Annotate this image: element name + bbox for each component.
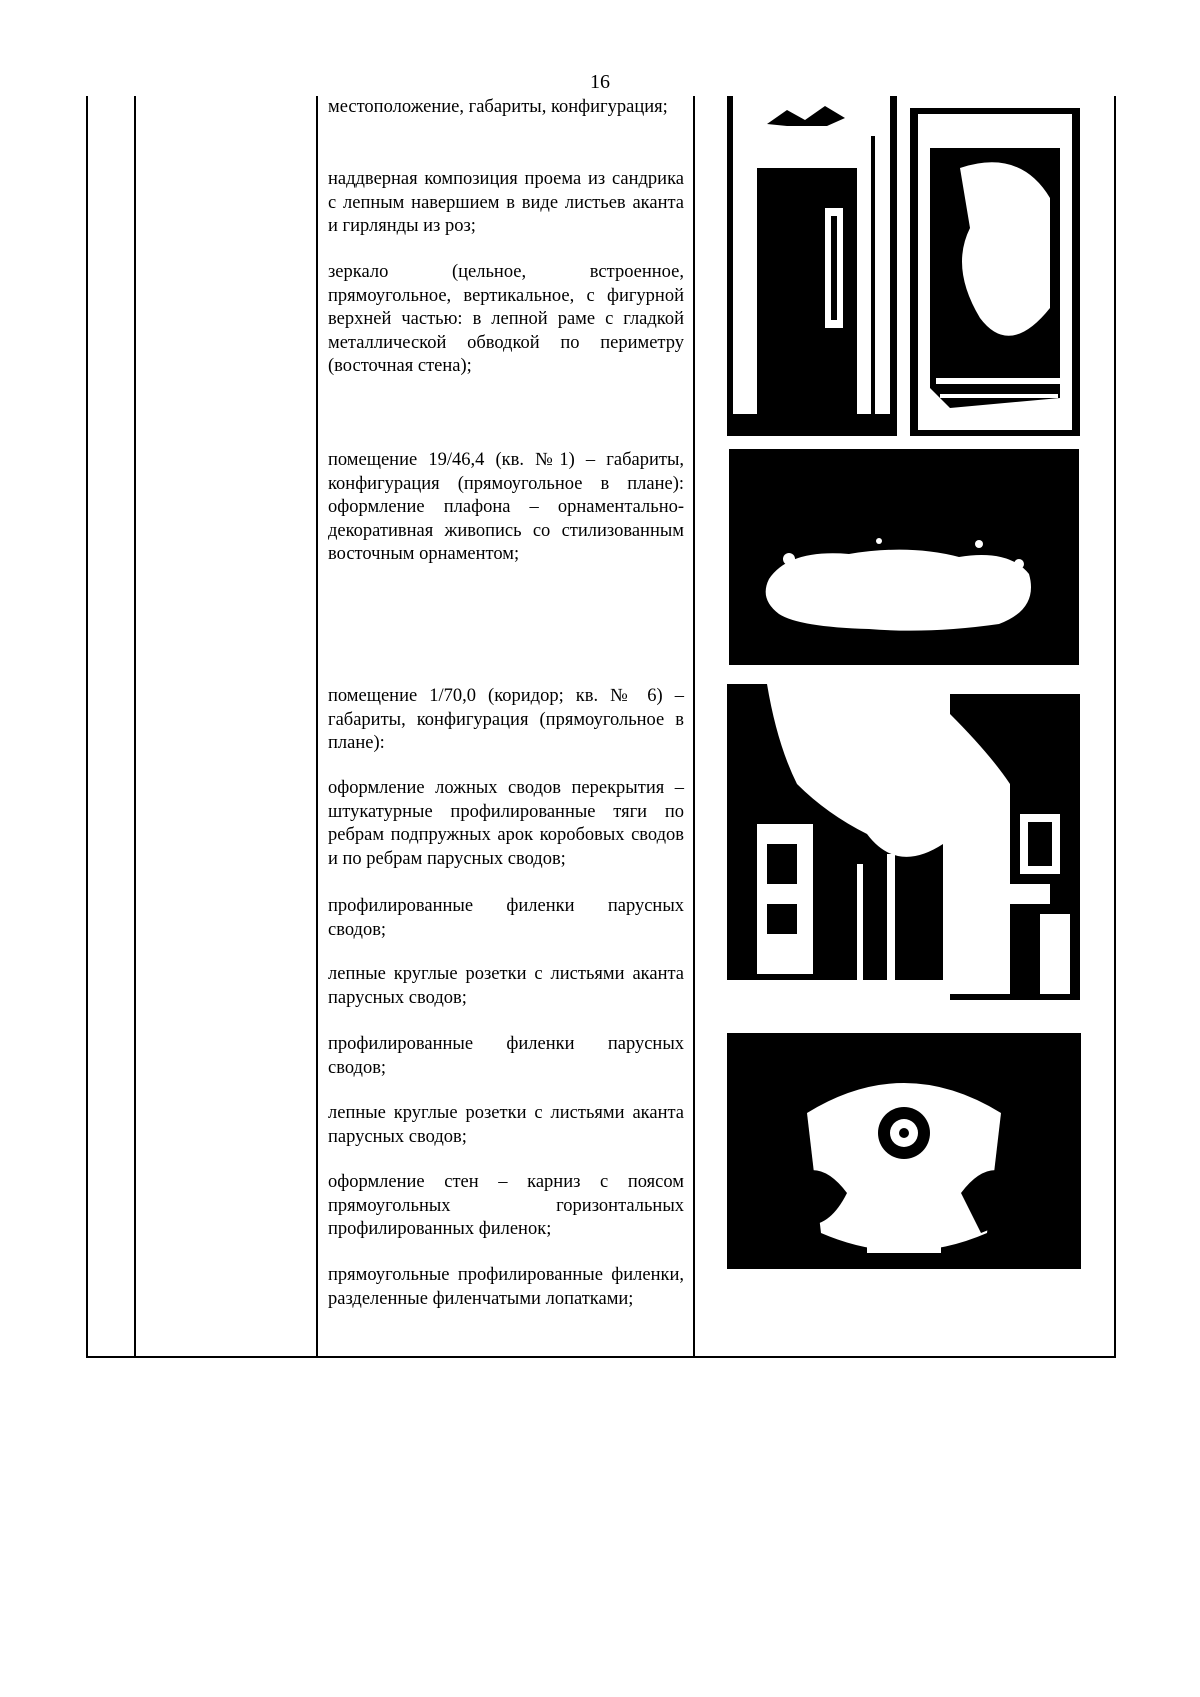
paragraph-panels-1: профилированные филенки парусных сводов;	[328, 896, 684, 940]
sail-vault-rosette-photo	[727, 1033, 1081, 1269]
paragraph-room-1: помещение 1/70,0 (коридор; кв. № 6) – габариты, конфигурация (прямоугольное в плане):	[328, 686, 684, 753]
page-number: 16	[590, 71, 610, 93]
paragraph-pilasters: прямоугольные профилированные филенки, разделенные филенчатыми лопатками;	[328, 1265, 684, 1309]
column-divider-1	[134, 96, 136, 1358]
paragraph-mirror: зеркало (цельное, встроенное, прямоугольное, вертикальное, с фигурной верхней частью: в лепной раме с гладкой металлической обводкой по периметру (восточная стена);	[328, 262, 684, 376]
paragraph-wall-cornice: оформление стен – карниз с поясом прямоугольных горизонтальных профилированных филенок;	[328, 1172, 684, 1239]
paragraph-door-composition: наддверная композиция проема из сандрика с лепным навершием в виде листьев аканта и гирлянды из роз;	[328, 169, 684, 236]
mirror-frame-photo	[910, 108, 1080, 436]
corridor-wall-photo	[950, 694, 1080, 1000]
painted-ceiling-photo	[729, 449, 1079, 665]
paragraph-rosettes-1: лепные круглые розетки с листьями аканта парусных сводов;	[328, 964, 684, 1008]
paragraph-location: местоположение, габариты, конфигурация;	[328, 97, 668, 117]
door-portal-photo	[727, 96, 897, 436]
corridor-vault-photo	[727, 684, 943, 1000]
column-divider-3	[693, 96, 695, 1358]
paragraph-panels-2: профилированные филенки парусных сводов;	[328, 1034, 684, 1078]
paragraph-false-vaults: оформление ложных сводов перекрытия – штукатурные профилированные тяги по ребрам подпружных арок коробовых сводов и по ребрам парусных сводов;	[328, 778, 684, 869]
paragraph-rosettes-2: лепные круглые розетки с листьями аканта парусных сводов;	[328, 1103, 684, 1147]
column-divider-2	[316, 96, 318, 1358]
paragraph-room-19: помещение 19/46,4 (кв. №1) – габариты, конфигурация (прямоугольное в плане): оформление плафона – орнаментально-декоративная живопись со стилизованным восточным орнаментом;	[328, 450, 684, 564]
